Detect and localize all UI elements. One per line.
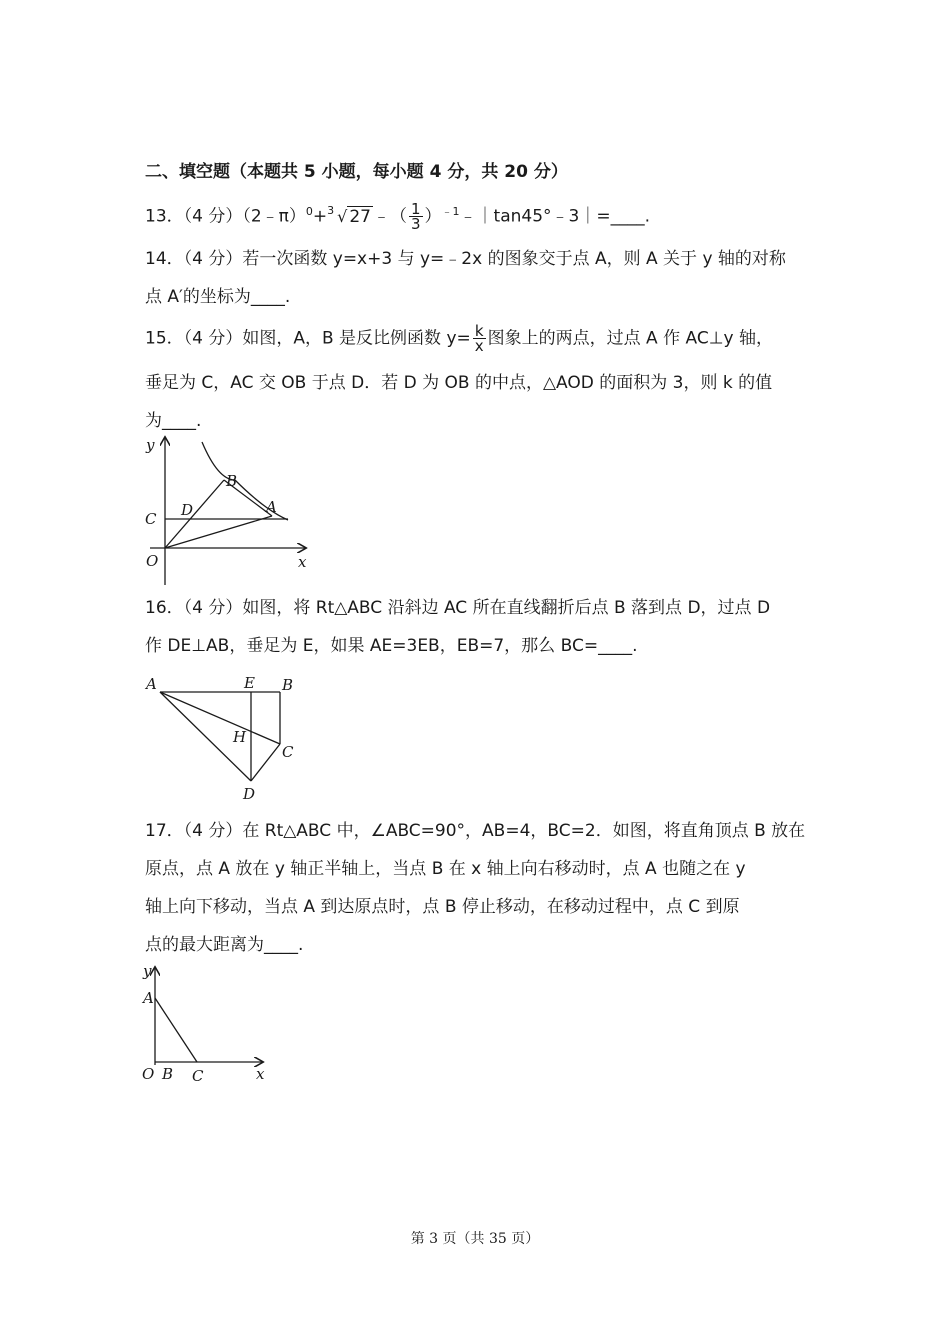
q14-line1: 14．（4 分）若一次函数 y=x+3 与 y=﹣2x 的图象交于点 A，则 A 关于 y 轴的对称	[145, 249, 786, 269]
page-footer: 第 3 页（共 35 页）	[410, 1231, 540, 1247]
q14-line2: 点 A′的坐标为____.	[145, 287, 291, 307]
q13-exponent-neg1: ﹣1	[441, 205, 460, 218]
section-title: 二、填空题（本题共 5 小题，每小题 4 分，共 20 分）	[145, 162, 568, 182]
q16-label-b: B	[282, 676, 294, 694]
q17-label-o: O	[142, 1065, 155, 1083]
q15-label-b: B	[226, 472, 238, 490]
q17-line3: 轴上向下移动，当点 A 到达原点时，点 B 停止移动，在移动过程中，点 C 到原	[145, 897, 740, 917]
q17-label-c: C	[192, 1067, 204, 1085]
q15-text-b: 图象上的两点，过点 A 作 AC⊥y 轴，	[487, 328, 773, 349]
q15-label-d: D	[181, 501, 194, 519]
q13-exponent-zero: 0	[305, 205, 313, 218]
q16-label-a: A	[146, 675, 157, 693]
q13-frac-num: 1	[411, 200, 421, 219]
q16-label-d: D	[243, 785, 256, 802]
q15-line1	[145, 324, 773, 353]
q17-line2: 原点，点 A 放在 y 轴正半轴上，当点 B 在 x 轴上向右移动时，点 A 也随之在 y	[145, 859, 746, 879]
q13-root-index: 3	[327, 203, 335, 217]
q17-line-ac	[155, 998, 197, 1062]
q17-label-b: B	[162, 1065, 174, 1083]
q13-radicand: 27	[349, 206, 371, 227]
q15-fraction	[473, 324, 486, 353]
q15-figure	[140, 430, 320, 590]
q17-figure	[140, 960, 280, 1085]
q15-line-ob	[165, 480, 224, 548]
q17-label-x: x	[256, 1065, 265, 1083]
q13-tail: ﹣｜tan45°﹣3｜=____.	[459, 206, 650, 227]
q13-cube-root: 3 √ 27	[327, 206, 373, 228]
q15-label-y: y	[146, 436, 155, 454]
q13-fraction	[409, 200, 423, 234]
q17-label-y: y	[143, 962, 152, 980]
q15-label-o: O	[146, 552, 159, 570]
q15-frac-den: x	[474, 337, 484, 355]
q13-prefix: 13．（4 分）（2﹣π）	[145, 206, 306, 227]
q15-line3: 为____.	[145, 411, 202, 431]
q17-label-a: A	[143, 989, 154, 1007]
q17-line1: 17．（4 分）在 Rt△ABC 中，∠ABC=90°，AB=4，BC=2．如图，将直角顶点 B 放在	[145, 821, 806, 841]
q15-line2: 垂足为 C，AC 交 OB 于点 D．若 D 为 OB 的中点，△AOD 的面积为 3，则 k 的值	[145, 373, 773, 393]
q15-line-oa	[165, 516, 272, 548]
q15-label-c: C	[145, 510, 157, 528]
q16-label-h: H	[233, 728, 247, 746]
q16-line-dc	[251, 744, 280, 781]
q16-label-c: C	[282, 743, 294, 761]
q16-line1: 16．（4 分）如图，将 Rt△ABC 沿斜边 AC 所在直线翻折后点 B 落到点 D，过点 D	[145, 598, 771, 618]
q16-line-ac	[160, 692, 280, 744]
q15-text-a: 15．（4 分）如图，A，B 是反比例函数 y=	[145, 328, 471, 349]
q16-figure	[140, 672, 310, 802]
q16-line2: 作 DE⊥AB，垂足为 E，如果 AE=3EB，EB=7，那么 BC=____.	[145, 636, 638, 656]
q13-frac-den: 3	[411, 215, 421, 234]
question-13: 13．（4 分）（2﹣π）$^0$+ 3 √ 27 ﹣（ $\frac{1}{3}$ ）$^{﹣1}$﹣｜tan45°﹣3｜=____.	[145, 200, 650, 234]
q15-label-x: x	[298, 553, 307, 571]
q13-plus: +	[312, 206, 328, 227]
q15-label-a: A	[266, 498, 277, 516]
q15-frac-num: k	[473, 324, 486, 339]
q13-minus: ﹣（	[373, 206, 407, 227]
q16-label-e: E	[244, 674, 255, 692]
q17-line4: 点的最大距离为____.	[145, 935, 304, 955]
